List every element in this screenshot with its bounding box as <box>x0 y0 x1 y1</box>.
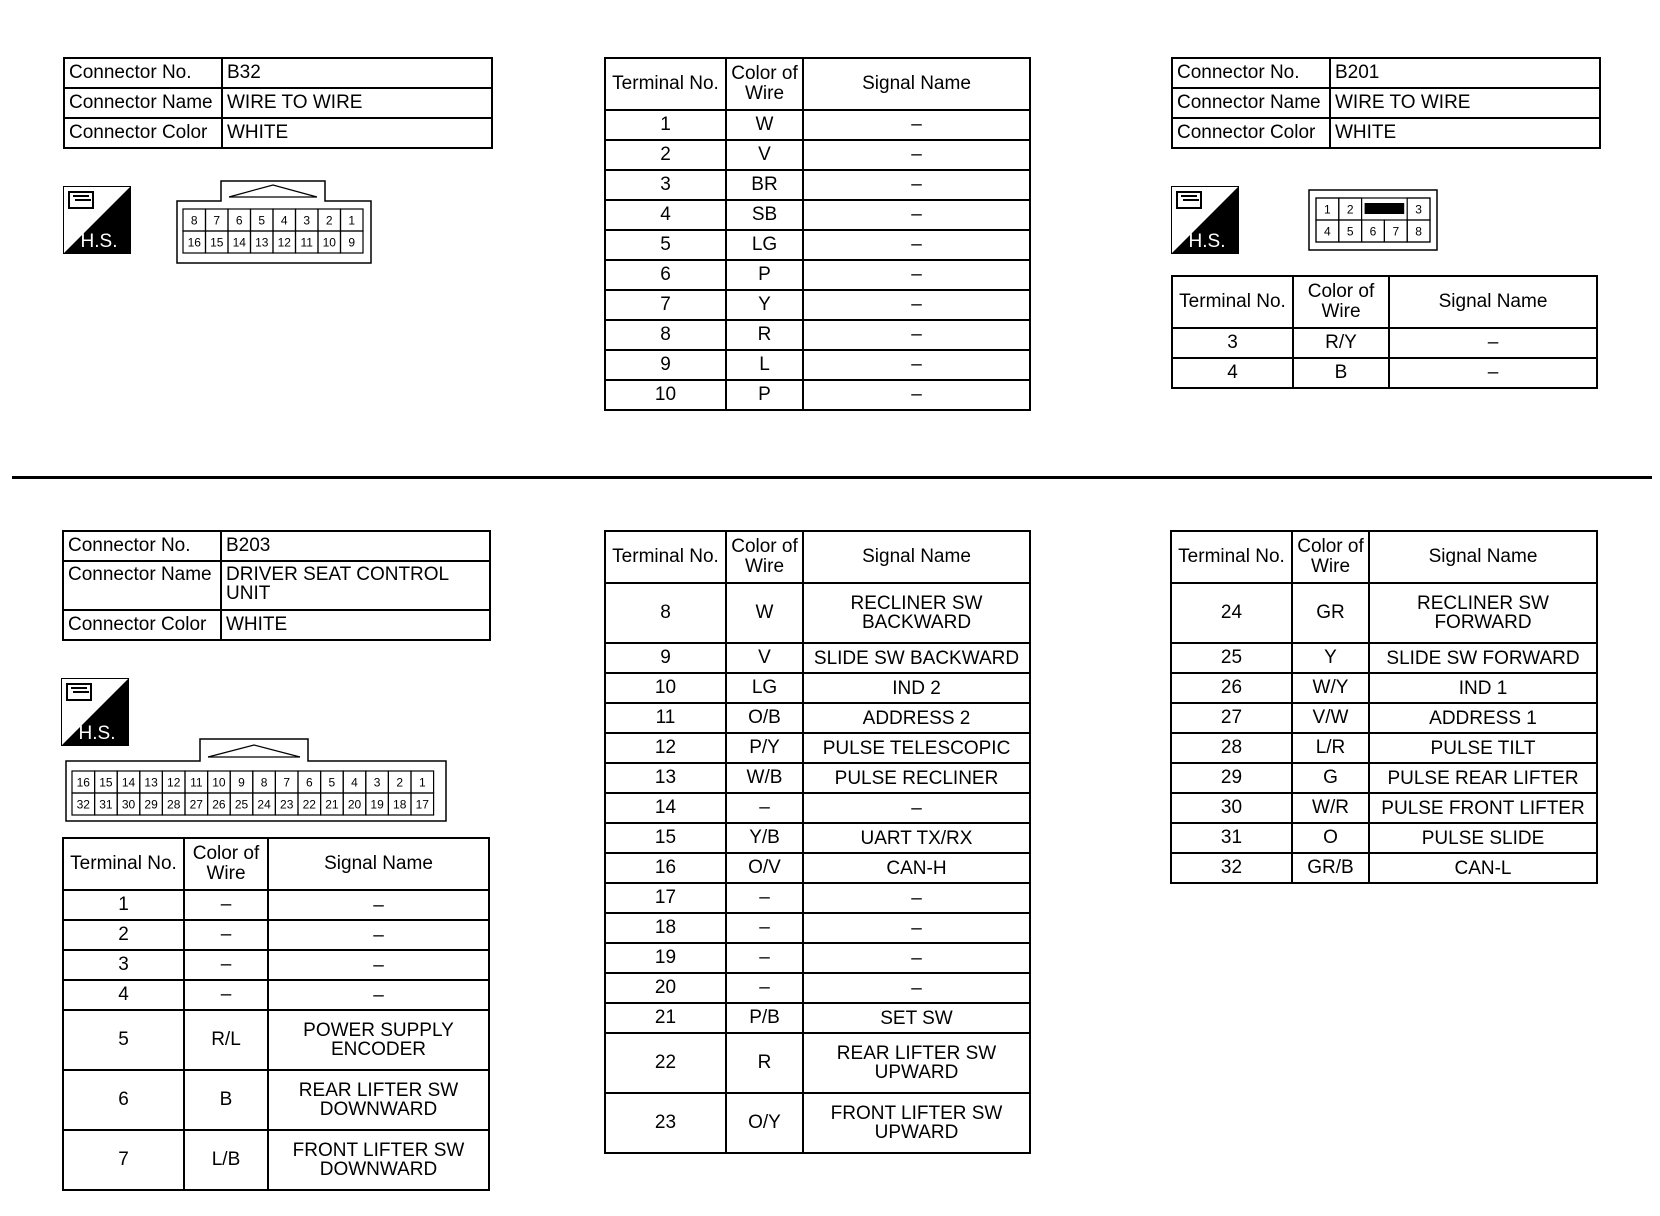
terminal-no-cell: 25 <box>1171 643 1292 673</box>
connector-name-row <box>64 88 492 118</box>
terminal-no-cell: 5 <box>63 1010 184 1070</box>
terminal-row <box>63 950 489 980</box>
pin-number: 31 <box>99 797 113 812</box>
header-row <box>1172 276 1597 328</box>
terminal-row <box>605 913 1030 943</box>
header-signal-name: Signal Name <box>268 838 489 890</box>
header-color-of-wire: Color of Wire <box>1292 531 1369 583</box>
header-row <box>1171 531 1597 583</box>
signal-name-cell: – <box>803 260 1030 290</box>
signal-name-cell: SET SW <box>803 1003 1030 1033</box>
signal-name-cell: – <box>803 883 1030 913</box>
header-signal-name: Signal Name <box>1389 276 1597 328</box>
terminal-row <box>1171 763 1597 793</box>
terminal-no-cell: 4 <box>1172 358 1293 388</box>
pin-number: 1 <box>418 775 426 790</box>
b201-terminal-table <box>1171 275 1598 389</box>
terminal-no-cell: 15 <box>605 823 726 853</box>
connector-color-label: Connector Color <box>63 610 221 640</box>
terminal-no-cell: 10 <box>605 380 726 410</box>
wire-color-cell: – <box>726 943 803 973</box>
terminal-row <box>605 1093 1030 1153</box>
signal-name-cell: RECLINER SW FORWARD <box>1369 583 1597 643</box>
connector-name-label: Connector Name <box>1172 88 1330 118</box>
wire-color-cell: – <box>726 973 803 1003</box>
terminal-no-cell: 8 <box>605 320 726 350</box>
signal-name-cell: – <box>803 320 1030 350</box>
connector-color-label: Connector Color <box>64 118 222 148</box>
wire-color-cell: LG <box>726 673 803 703</box>
wire-color-cell: SB <box>726 200 803 230</box>
terminal-row <box>63 920 489 950</box>
wire-color-cell: W/B <box>726 763 803 793</box>
pin-number: 10 <box>212 775 226 790</box>
pin-number: 9 <box>238 775 245 790</box>
wire-color-cell: Y/B <box>726 823 803 853</box>
pin-number: 7 <box>1392 224 1400 239</box>
terminal-row <box>1172 358 1597 388</box>
connector-color-row <box>1172 118 1600 148</box>
terminal-row <box>63 980 489 1010</box>
pin-number: 2 <box>325 213 333 228</box>
signal-name-cell: – <box>803 290 1030 320</box>
header-color-of-wire: Color of Wire <box>726 58 803 110</box>
terminal-no-cell: 11 <box>605 703 726 733</box>
signal-name-cell: REAR LIFTER SW DOWNWARD <box>268 1070 489 1130</box>
terminal-row <box>605 230 1030 260</box>
header-signal-name: Signal Name <box>803 531 1030 583</box>
terminal-no-cell: 14 <box>605 793 726 823</box>
hs-label: H.S. <box>1188 231 1226 252</box>
pin-number: 2 <box>396 775 404 790</box>
signal-name-cell: – <box>803 170 1030 200</box>
terminal-row <box>605 1033 1030 1093</box>
terminal-row <box>605 350 1030 380</box>
pin-number: 12 <box>277 235 291 250</box>
terminal-no-cell: 27 <box>1171 703 1292 733</box>
pin-number: 10 <box>322 235 336 250</box>
wire-color-cell: – <box>184 980 268 1010</box>
wire-color-cell: – <box>726 913 803 943</box>
terminal-no-cell: 28 <box>1171 733 1292 763</box>
connector-name-row <box>63 561 490 610</box>
signal-name-cell: – <box>803 110 1030 140</box>
pin-number: 19 <box>370 797 384 812</box>
pin-number: 30 <box>121 797 136 812</box>
b203-connector-face <box>64 737 448 823</box>
wire-color-cell: – <box>184 950 268 980</box>
terminal-row <box>1171 793 1597 823</box>
terminal-no-cell: 21 <box>605 1003 726 1033</box>
terminal-row <box>605 733 1030 763</box>
terminal-row <box>605 853 1030 883</box>
terminal-row <box>605 703 1030 733</box>
header-signal-name: Signal Name <box>803 58 1030 110</box>
terminal-no-cell: 16 <box>605 853 726 883</box>
header-row <box>63 838 489 890</box>
signal-name-cell: – <box>268 980 489 1010</box>
pin-number: 1 <box>1324 202 1331 217</box>
header-terminal-no: Terminal No. <box>605 531 726 583</box>
terminal-no-cell: 32 <box>1171 853 1292 883</box>
pin-number: 5 <box>1346 224 1354 239</box>
pin-number: 3 <box>1415 202 1422 217</box>
signal-name-cell: – <box>803 913 1030 943</box>
terminal-row <box>63 1010 489 1070</box>
wire-color-cell: O/Y <box>726 1093 803 1153</box>
terminal-row <box>605 290 1030 320</box>
terminal-no-cell: 2 <box>63 920 184 950</box>
wire-color-cell: Y <box>726 290 803 320</box>
connector-name-value: DRIVER SEAT CONTROL UNIT <box>221 561 490 610</box>
terminal-row <box>605 320 1030 350</box>
wire-color-cell: O <box>1292 823 1369 853</box>
terminal-row <box>1171 673 1597 703</box>
connector-color-row <box>64 118 492 148</box>
wire-color-cell: W/Y <box>1292 673 1369 703</box>
pin-number: 17 <box>415 797 429 812</box>
terminal-no-cell: 13 <box>605 763 726 793</box>
b201-connector-info-table <box>1171 57 1601 149</box>
connector-color-value: WHITE <box>1330 118 1600 148</box>
terminal-no-cell: 6 <box>605 260 726 290</box>
b203-terminal-table-3 <box>1170 530 1598 884</box>
wire-color-cell: P <box>726 260 803 290</box>
signal-name-cell: – <box>268 890 489 920</box>
signal-name-cell: PULSE TILT <box>1369 733 1597 763</box>
signal-name-cell: – <box>268 950 489 980</box>
pin-number: 18 <box>393 797 407 812</box>
pin-number: 16 <box>187 235 201 250</box>
connector-no-value: B203 <box>221 531 490 561</box>
connector-no-label: Connector No. <box>1172 58 1330 88</box>
signal-name-cell: RECLINER SW BACKWARD <box>803 583 1030 643</box>
terminal-row <box>1171 583 1597 643</box>
section-divider <box>12 476 1652 479</box>
terminal-row <box>1171 703 1597 733</box>
terminal-no-cell: 9 <box>605 643 726 673</box>
terminal-no-cell: 7 <box>605 290 726 320</box>
wire-color-cell: Y <box>1292 643 1369 673</box>
wire-color-cell: – <box>726 793 803 823</box>
terminal-row <box>605 673 1030 703</box>
terminal-row <box>605 883 1030 913</box>
harness-side-icon <box>63 186 131 254</box>
pin-number: 5 <box>258 213 266 228</box>
wire-color-cell: P/B <box>726 1003 803 1033</box>
signal-name-cell: CAN-H <box>803 853 1030 883</box>
wire-color-cell: GR/B <box>1292 853 1369 883</box>
signal-name-cell: – <box>268 920 489 950</box>
pin-number: 21 <box>325 797 339 812</box>
header-color-of-wire: Color of Wire <box>726 531 803 583</box>
wire-color-cell: V <box>726 643 803 673</box>
terminal-row <box>605 380 1030 410</box>
header-signal-name: Signal Name <box>1369 531 1597 583</box>
terminal-row <box>605 793 1030 823</box>
terminal-no-cell: 24 <box>1171 583 1292 643</box>
signal-name-cell: PULSE SLIDE <box>1369 823 1597 853</box>
signal-name-cell: FRONT LIFTER SW DOWNWARD <box>268 1130 489 1190</box>
terminal-row <box>605 110 1030 140</box>
terminal-no-cell: 26 <box>1171 673 1292 703</box>
terminal-row <box>605 583 1030 643</box>
connector-name-value: WIRE TO WIRE <box>222 88 492 118</box>
terminal-row <box>63 1070 489 1130</box>
wire-color-cell: P/Y <box>726 733 803 763</box>
wire-color-cell: R <box>726 320 803 350</box>
wire-color-cell: W <box>726 110 803 140</box>
pin-number: 14 <box>232 235 246 250</box>
signal-name-cell: – <box>803 943 1030 973</box>
b203-terminal-table-1 <box>62 837 490 1191</box>
terminal-row <box>1171 823 1597 853</box>
pin-number: 14 <box>121 775 136 790</box>
signal-name-cell: POWER SUPPLY ENCODER <box>268 1010 489 1070</box>
terminal-no-cell: 29 <box>1171 763 1292 793</box>
header-terminal-no: Terminal No. <box>63 838 184 890</box>
signal-name-cell: – <box>803 230 1030 260</box>
pin-number: 6 <box>235 213 243 228</box>
pin-number: 12 <box>167 775 181 790</box>
wire-color-cell: R/Y <box>1293 328 1389 358</box>
signal-name-cell: – <box>1389 328 1597 358</box>
pin-number: 8 <box>1415 224 1422 239</box>
terminal-row <box>605 260 1030 290</box>
wire-color-cell: P <box>726 380 803 410</box>
terminal-no-cell: 7 <box>63 1130 184 1190</box>
connector-no-value: B32 <box>222 58 492 88</box>
terminal-row <box>605 943 1030 973</box>
terminal-row <box>605 763 1030 793</box>
signal-name-cell: UART TX/RX <box>803 823 1030 853</box>
pin-number: 2 <box>1346 202 1354 217</box>
wire-color-cell: O/V <box>726 853 803 883</box>
locking-tab <box>1365 203 1405 214</box>
pin-number: 13 <box>255 235 269 250</box>
terminal-row <box>1171 853 1597 883</box>
pin-number: 20 <box>347 797 362 812</box>
wire-color-cell: L <box>726 350 803 380</box>
connector-name-label: Connector Name <box>63 561 221 610</box>
signal-name-cell: – <box>803 350 1030 380</box>
signal-name-cell: – <box>803 793 1030 823</box>
terminal-row <box>605 1003 1030 1033</box>
signal-name-cell: – <box>803 973 1030 1003</box>
pin-number: 4 <box>1324 224 1331 239</box>
pin-number: 16 <box>76 775 90 790</box>
pin-number: 8 <box>260 775 268 790</box>
terminal-no-cell: 3 <box>1172 328 1293 358</box>
terminal-no-cell: 5 <box>605 230 726 260</box>
terminal-row <box>605 823 1030 853</box>
signal-name-cell: SLIDE SW FORWARD <box>1369 643 1597 673</box>
wire-color-cell: GR <box>1292 583 1369 643</box>
pin-number: 28 <box>167 797 181 812</box>
pin-number: 22 <box>302 797 316 812</box>
header-row <box>605 58 1030 110</box>
terminal-no-cell: 6 <box>63 1070 184 1130</box>
b203-terminal-table-2 <box>604 530 1031 1154</box>
pin-number: 8 <box>190 213 198 228</box>
terminal-no-cell: 10 <box>605 673 726 703</box>
wire-color-cell: R/L <box>184 1010 268 1070</box>
terminal-row <box>1172 328 1597 358</box>
terminal-no-cell: 17 <box>605 883 726 913</box>
b32-connector-face <box>175 179 375 265</box>
terminal-no-cell: 31 <box>1171 823 1292 853</box>
header-color-of-wire: Color of Wire <box>184 838 268 890</box>
terminal-row <box>605 200 1030 230</box>
signal-name-cell: REAR LIFTER SW UPWARD <box>803 1033 1030 1093</box>
hs-label: H.S. <box>80 231 118 252</box>
terminal-no-cell: 4 <box>63 980 184 1010</box>
signal-name-cell: CAN-L <box>1369 853 1597 883</box>
header-row <box>605 531 1030 583</box>
terminal-no-cell: 2 <box>605 140 726 170</box>
pin-number: 26 <box>212 797 226 812</box>
terminal-no-cell: 1 <box>605 110 726 140</box>
terminal-row <box>63 1130 489 1190</box>
wire-color-cell: V/W <box>1292 703 1369 733</box>
terminal-no-cell: 22 <box>605 1033 726 1093</box>
pin-number: 23 <box>280 797 294 812</box>
terminal-row <box>63 890 489 920</box>
wire-color-cell: W <box>726 583 803 643</box>
connector-color-value: WHITE <box>221 610 490 640</box>
terminal-no-cell: 12 <box>605 733 726 763</box>
terminal-no-cell: 9 <box>605 350 726 380</box>
header-color-of-wire: Color of Wire <box>1293 276 1389 328</box>
signal-name-cell: – <box>803 140 1030 170</box>
connector-color-value: WHITE <box>222 118 492 148</box>
signal-name-cell: IND 2 <box>803 673 1030 703</box>
b32-terminal-table <box>604 57 1031 411</box>
pin-number: 4 <box>280 213 288 228</box>
pin-number: 4 <box>351 775 358 790</box>
pin-number: 15 <box>210 235 224 250</box>
terminal-row <box>605 170 1030 200</box>
pin-number: 3 <box>373 775 381 790</box>
terminal-row <box>605 140 1030 170</box>
terminal-row <box>1171 733 1597 763</box>
terminal-no-cell: 30 <box>1171 793 1292 823</box>
terminal-no-cell: 4 <box>605 200 726 230</box>
wire-color-cell: L/B <box>184 1130 268 1190</box>
signal-name-cell: – <box>803 380 1030 410</box>
pin-number: 25 <box>234 797 249 812</box>
wire-color-cell: O/B <box>726 703 803 733</box>
connector-no-row <box>1172 58 1600 88</box>
connector-name-label: Connector Name <box>64 88 222 118</box>
connector-no-label: Connector No. <box>64 58 222 88</box>
header-terminal-no: Terminal No. <box>1172 276 1293 328</box>
signal-name-cell: PULSE RECLINER <box>803 763 1030 793</box>
wire-color-cell: LG <box>726 230 803 260</box>
signal-name-cell: – <box>1389 358 1597 388</box>
pin-number: 6 <box>1369 224 1377 239</box>
wire-color-cell: R <box>726 1033 803 1093</box>
wire-color-cell: G <box>1292 763 1369 793</box>
terminal-no-cell: 20 <box>605 973 726 1003</box>
wire-color-cell: – <box>726 883 803 913</box>
wire-color-cell: B <box>184 1070 268 1130</box>
b201-connector-face <box>1308 189 1440 253</box>
connector-name-value: WIRE TO WIRE <box>1330 88 1600 118</box>
signal-name-cell: PULSE FRONT LIFTER <box>1369 793 1597 823</box>
terminal-no-cell: 19 <box>605 943 726 973</box>
header-terminal-no: Terminal No. <box>605 58 726 110</box>
signal-name-cell: ADDRESS 2 <box>803 703 1030 733</box>
pin-number: 1 <box>348 213 356 228</box>
pin-number: 7 <box>283 775 291 790</box>
connector-color-label: Connector Color <box>1172 118 1330 148</box>
header-terminal-no: Terminal No. <box>1171 531 1292 583</box>
pin-number: 29 <box>144 797 158 812</box>
pin-number: 32 <box>76 797 90 812</box>
terminal-no-cell: 23 <box>605 1093 726 1153</box>
connector-color-row <box>63 610 490 640</box>
terminal-no-cell: 1 <box>63 890 184 920</box>
wire-color-cell: – <box>184 890 268 920</box>
wire-color-cell: W/R <box>1292 793 1369 823</box>
connector-no-row <box>63 531 490 561</box>
signal-name-cell: PULSE REAR LIFTER <box>1369 763 1597 793</box>
pin-number: 9 <box>348 235 356 250</box>
pin-number: 13 <box>144 775 158 790</box>
wire-color-cell: BR <box>726 170 803 200</box>
b32-connector-info-table <box>63 57 493 149</box>
terminal-no-cell: 8 <box>605 583 726 643</box>
wire-color-cell: B <box>1293 358 1389 388</box>
hs-label: H.S. <box>78 723 116 744</box>
terminal-no-cell: 18 <box>605 913 726 943</box>
pin-number: 27 <box>189 797 203 812</box>
connector-name-row <box>1172 88 1600 118</box>
connector-no-value: B201 <box>1330 58 1600 88</box>
pin-number: 3 <box>303 213 311 228</box>
wire-color-cell: L/R <box>1292 733 1369 763</box>
signal-name-cell: ADDRESS 1 <box>1369 703 1597 733</box>
terminal-no-cell: 3 <box>605 170 726 200</box>
b203-connector-info-table <box>62 530 491 641</box>
terminal-no-cell: 3 <box>63 950 184 980</box>
signal-name-cell: SLIDE SW BACKWARD <box>803 643 1030 673</box>
pin-number: 5 <box>328 775 336 790</box>
signal-name-cell: FRONT LIFTER SW UPWARD <box>803 1093 1030 1153</box>
terminal-row <box>605 643 1030 673</box>
connector-no-row <box>64 58 492 88</box>
pin-number: 6 <box>305 775 313 790</box>
wire-color-cell: – <box>184 920 268 950</box>
pin-number: 15 <box>99 775 113 790</box>
harness-side-icon <box>1171 186 1239 254</box>
signal-name-cell: – <box>803 200 1030 230</box>
terminal-row <box>1171 643 1597 673</box>
connector-no-label: Connector No. <box>63 531 221 561</box>
pin-number: 11 <box>190 775 203 790</box>
pin-number: 24 <box>257 797 271 812</box>
pin-number: 7 <box>213 213 221 228</box>
signal-name-cell: IND 1 <box>1369 673 1597 703</box>
terminal-row <box>605 973 1030 1003</box>
signal-name-cell: PULSE TELESCOPIC <box>803 733 1030 763</box>
pin-number: 11 <box>300 235 313 250</box>
harness-side-icon <box>61 678 129 746</box>
wire-color-cell: V <box>726 140 803 170</box>
